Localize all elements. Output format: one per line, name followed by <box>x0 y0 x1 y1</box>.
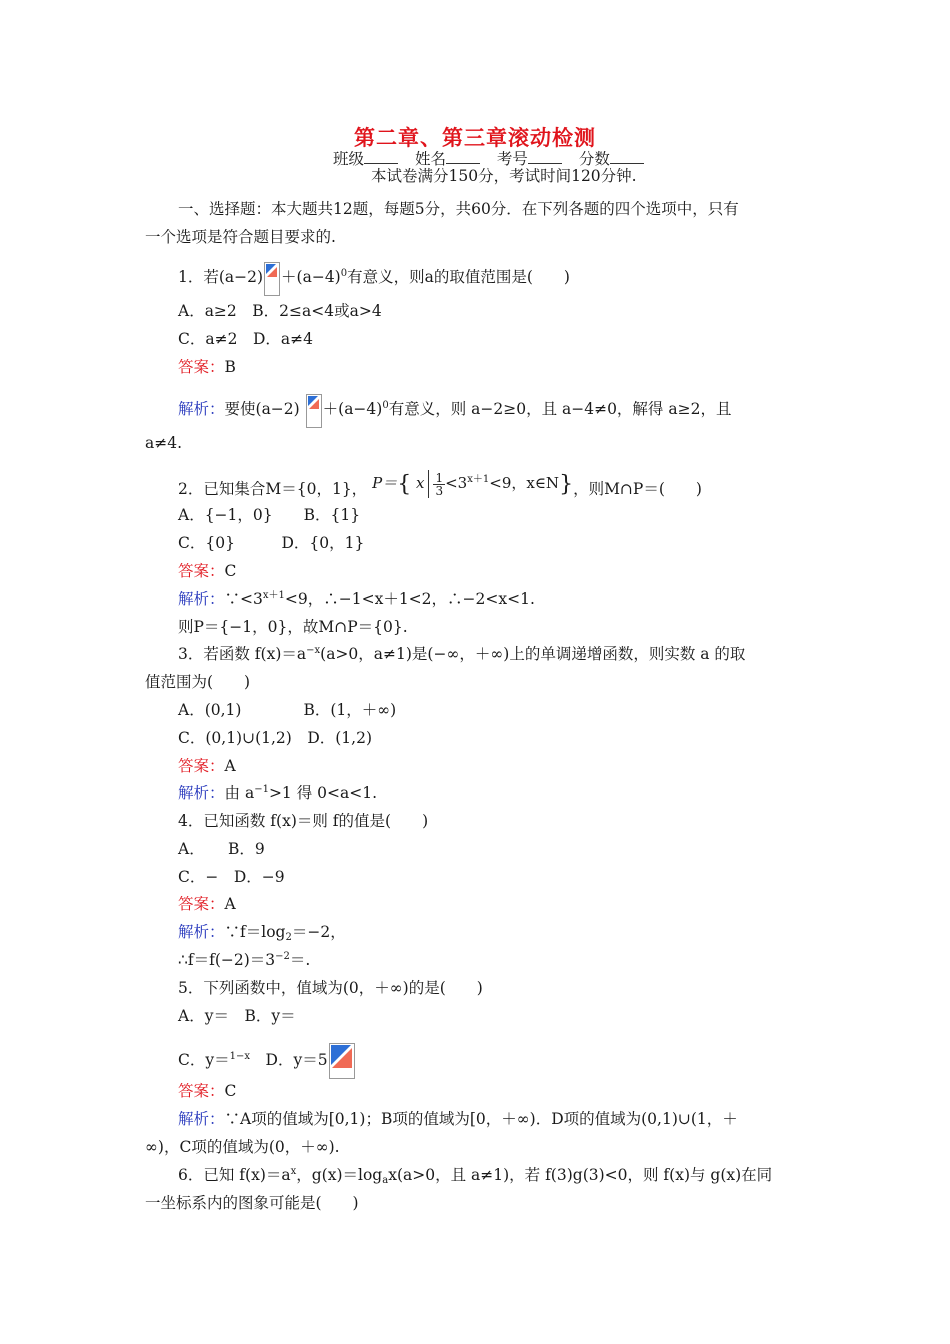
set-p-formula: P＝{ x $\frac{1}{3}$ $<3^{x+1}<9$，x∈N} <box>372 470 574 498</box>
class-blank[interactable] <box>364 149 398 164</box>
question-2-options-ab: A．{−1，0} B．{1} <box>178 506 361 524</box>
examno-blank[interactable] <box>528 149 562 164</box>
question-2-explanation-line2: 则P＝{−1，0}，故M∩P＝{0}. <box>178 618 408 636</box>
question-2-explanation: 解析：$\because<3^{x+1}<9$，∴−1<x＋1<2，∴−2<x<1. <box>178 590 535 608</box>
missing-image-icon <box>329 1043 355 1079</box>
question-3-stem: 3．若函数 $f(x)=a^{-x}(a>0$，a≠1)是(−∞，＋∞)上的单调递增函数，则实数 a 的取 <box>178 645 746 663</box>
question-5-explanation: 解析：∵A项的值域为[0,1)；B项的值域为[0，＋∞)．D项的值域为(0,1)∪(1，＋ <box>178 1110 738 1128</box>
section-heading-line2: 一个选项是符合题目要求的. <box>145 228 336 246</box>
name-label: 姓名 <box>414 150 446 168</box>
question-4-stem: 4．已知函数 f(x)＝则 f的值是( ) <box>178 812 429 830</box>
question-3-options-cd: C．(0,1)∪(1,2) D．(1,2) <box>178 729 373 747</box>
name-blank[interactable] <box>446 149 480 164</box>
examno-label: 考号 <box>496 150 528 168</box>
question-3-stem-line2: 值范围为( ) <box>145 673 251 691</box>
page-title: 第二章、第三章滚动检测 <box>354 125 596 150</box>
question-5-explanation-line2: ∞)，C项的值域为(0，＋∞). <box>145 1138 340 1156</box>
question-4-options-ab: A． B．9 <box>178 840 265 858</box>
question-2-stem: 2．已知集合M＝{0，1}， P＝{ x $\frac{1}{3}$ $<3^{x+1}<9$，x∈N}，则M∩P＝( ) <box>178 470 702 498</box>
section-heading-line1: 一、选择题：本大题共12题，每题5分，共60分．在下列各题的四个选项中，只有 <box>178 200 739 218</box>
question-1-options-ab: A．a≥2 B．2≤a<4或a>4 <box>178 302 382 320</box>
question-3-options-ab: A．(0,1) B．(1，＋∞) <box>178 701 397 719</box>
question-5-options-ab: A．y＝ B．y＝ <box>178 1007 296 1025</box>
question-1-stem: 1．若(a−2) $+(a-4)^0$有意义，则a的取值范围是( ) <box>178 262 570 296</box>
question-5-stem: 5．下列函数中，值域为(0，＋∞)的是( ) <box>178 979 483 997</box>
question-6-stem-line2: 一坐标系内的图象可能是( ) <box>145 1194 359 1212</box>
question-1-options-cd: C．a≠2 D．a≠4 <box>178 330 313 348</box>
question-5-answer: 答案：C <box>178 1082 237 1100</box>
exam-intro: 本试卷满分150分，考试时间120分钟. <box>371 167 637 185</box>
missing-image-icon <box>306 394 322 428</box>
question-1-answer: 答案：B <box>178 358 236 376</box>
missing-image-icon <box>264 262 280 296</box>
question-1-explanation-line2: a≠4. <box>145 434 183 452</box>
score-label: 分数 <box>578 150 610 168</box>
question-2-options-cd: C．{0} D．{0，1} <box>178 534 365 552</box>
question-2-answer: 答案：C <box>178 562 237 580</box>
question-4-explanation: 解析：$\because f=\log_2=-2$， <box>178 923 346 943</box>
question-3-answer: 答案：A <box>178 757 236 775</box>
question-4-options-cd: C．− D．−9 <box>178 868 285 886</box>
class-label: 班级 <box>333 150 365 168</box>
question-1-explanation: 解析：要使(a−2) $+(a-4)^0$有意义，则 a−2≥0，且 a−4≠0，解得 a≥2，且 <box>178 394 731 428</box>
question-5-options-cd: C．y＝$^{1-x}$ D．y＝5 <box>178 1043 356 1079</box>
question-6-stem: 6．已知 $f(x)=a^x$，$g(x)=\log_ax(a>0$，且 a≠1)，若 f(3)g(3)<0，则 f(x)与 g(x)在同 <box>178 1166 773 1186</box>
question-4-explanation-line2: $\therefore f=f(-2)=3^{-2}=$. <box>178 951 311 969</box>
question-4-answer: 答案：A <box>178 895 236 913</box>
question-3-explanation: 解析：由 $a^{-1}>1$ 得 0<a<1. <box>178 784 378 802</box>
score-blank[interactable] <box>610 149 644 164</box>
